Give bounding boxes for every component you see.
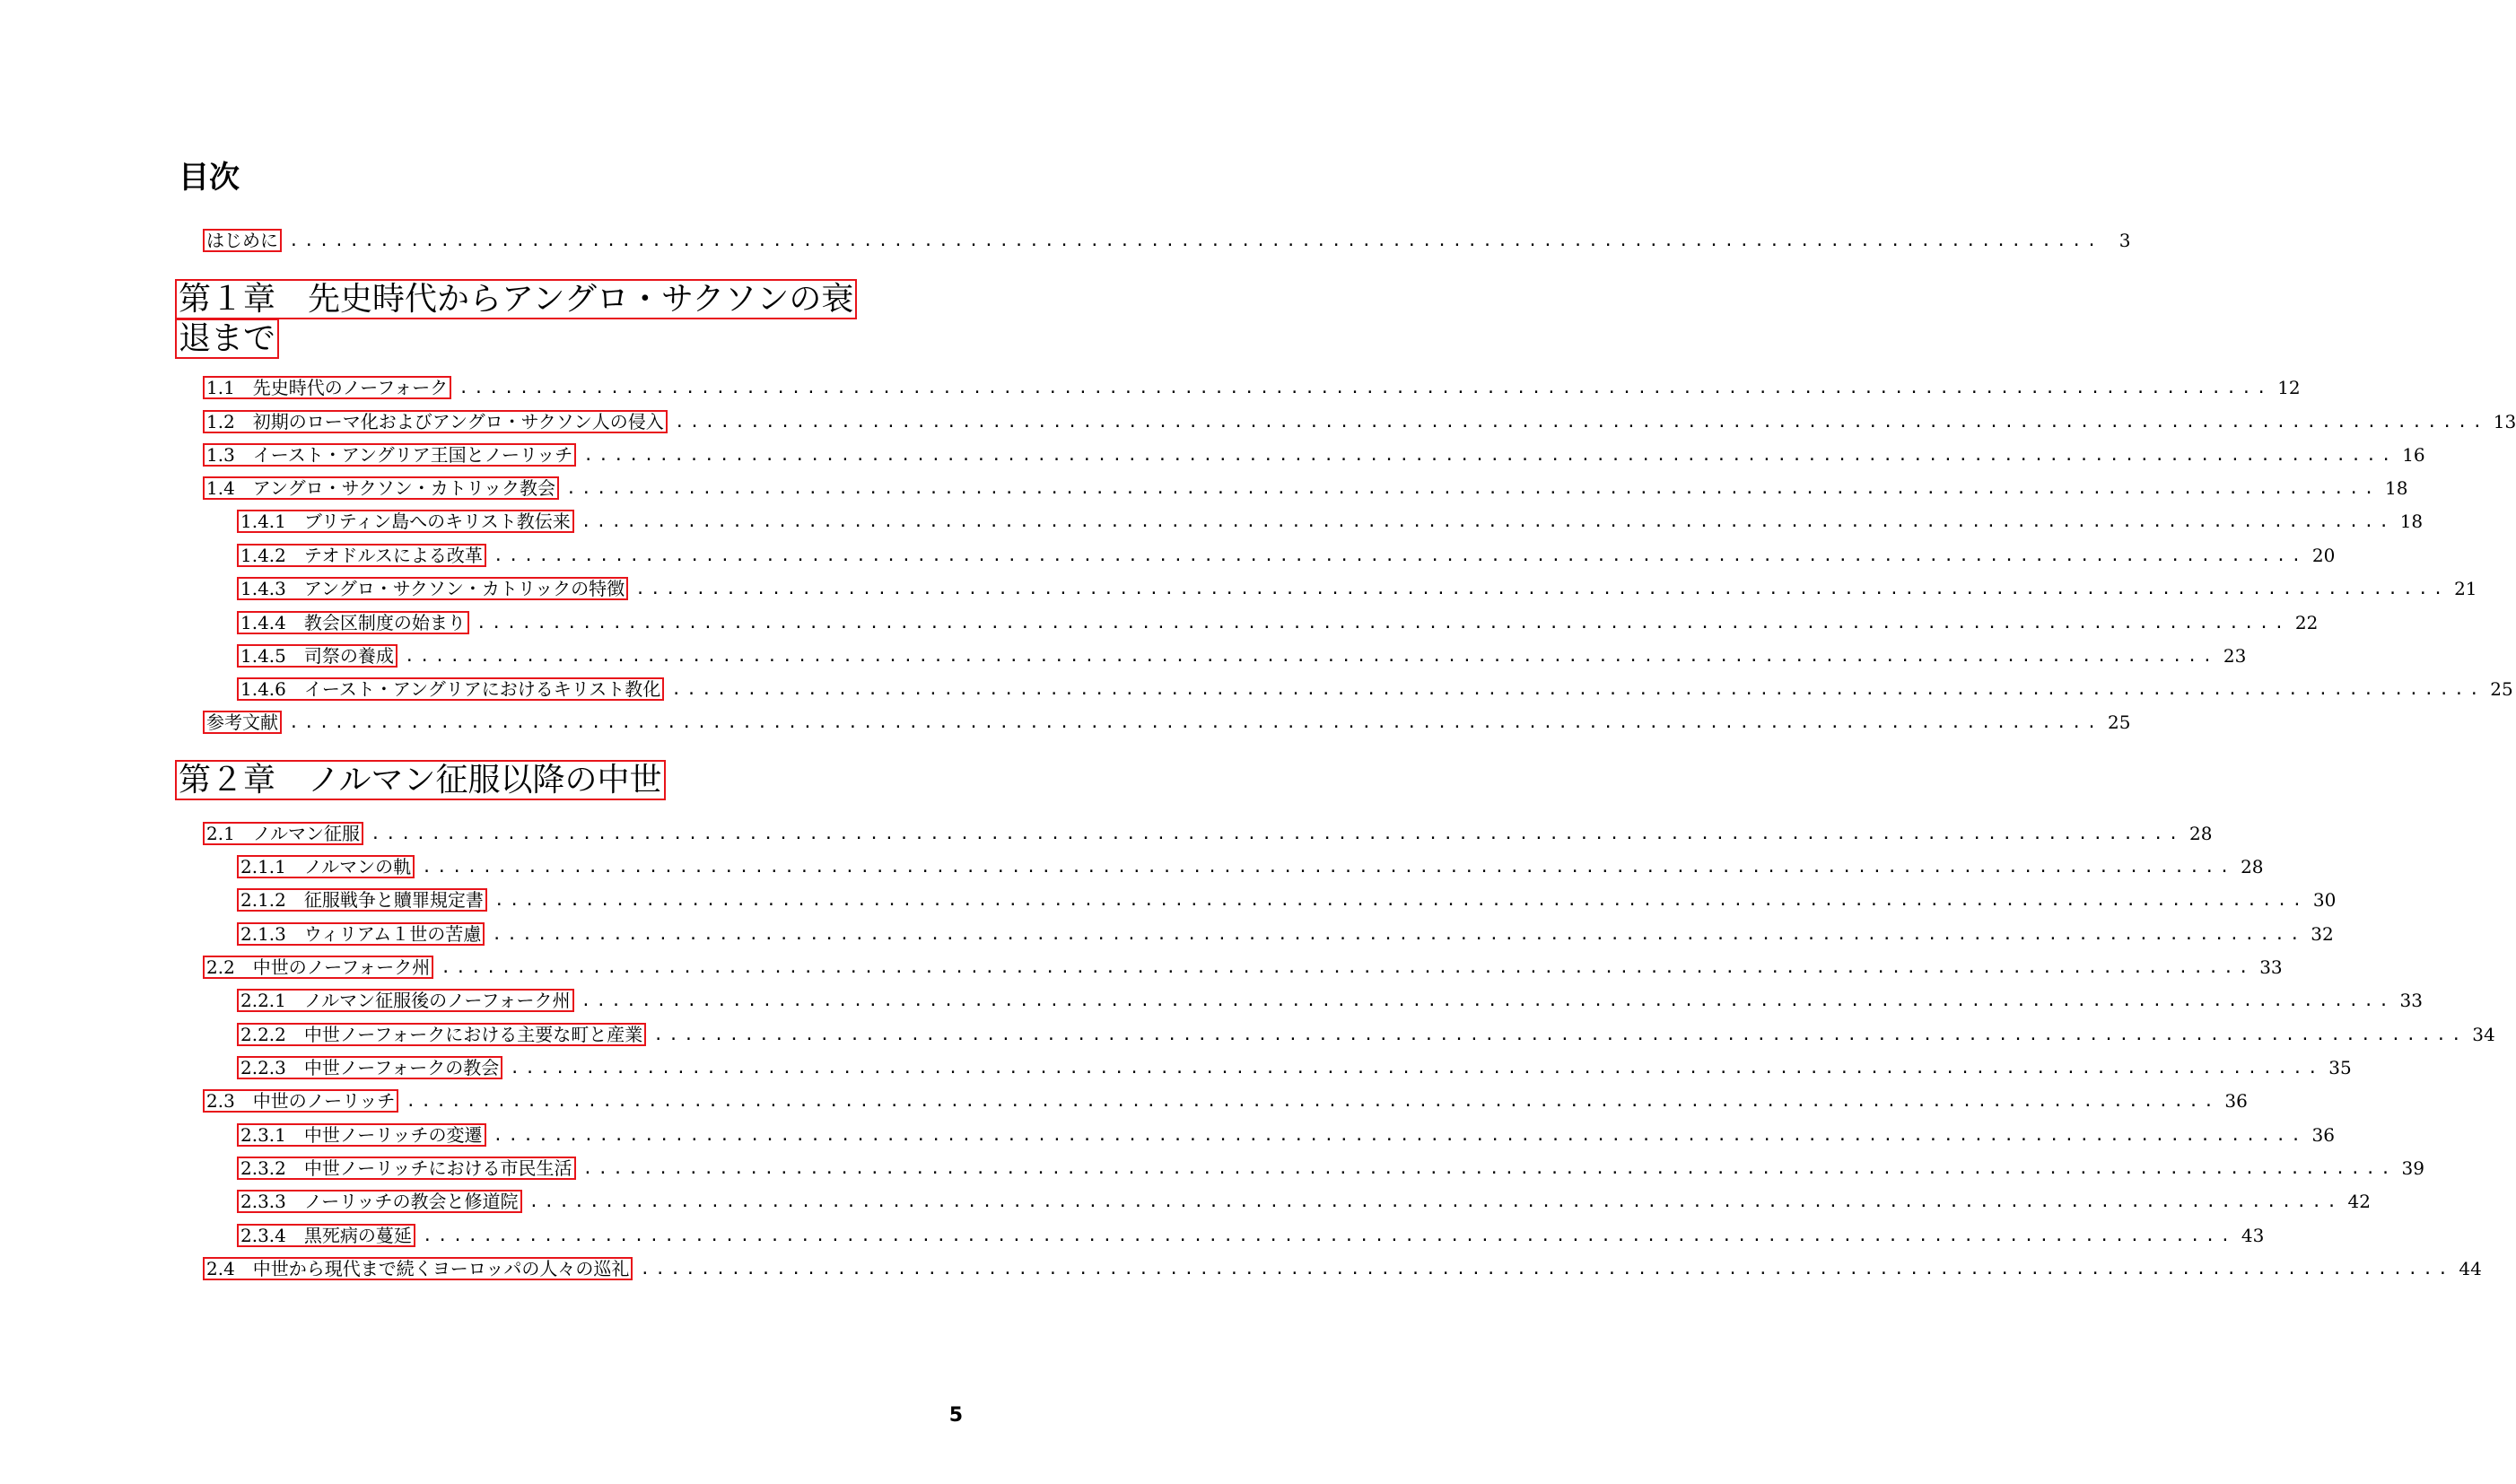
- toc-subentry[interactable]: [237, 854, 2264, 879]
- dot-leader: ........................................................................................................................: [635, 579, 2449, 598]
- toc-entry-label[interactable]: 2.1.1 ノルマンの軌: [237, 855, 415, 878]
- toc-page-number: 33: [2399, 990, 2423, 1011]
- dot-leader: ........................................................................................................................: [493, 1125, 2306, 1145]
- dot-leader: ........................................................................................................................: [674, 412, 2488, 432]
- dot-leader: ........................................................................................................................: [371, 824, 2184, 843]
- toc-title: 目次: [179, 160, 240, 196]
- toc-entry-label[interactable]: 2.3.4 黒死病の蔓延: [237, 1224, 415, 1247]
- chapter-1-heading[interactable]: [175, 280, 893, 359]
- toc-entry-label[interactable]: 1.4.2 テオドルスによる改革: [237, 544, 486, 567]
- toc-subentry[interactable]: [237, 1022, 2495, 1047]
- toc-subentry[interactable]: [237, 610, 2319, 635]
- dot-leader: ........................................................................................................................: [582, 1158, 2396, 1178]
- toc-entry[interactable]: [203, 1256, 2482, 1281]
- toc-entry-label[interactable]: 1.2 初期のローマ化およびアングロ・サクソン人の侵入: [203, 410, 668, 433]
- toc-page-number: 12: [2277, 377, 2301, 398]
- toc-subentry[interactable]: [237, 1055, 2352, 1080]
- toc-entry[interactable]: [203, 476, 2408, 501]
- dot-leader: ........................................................................................................................: [422, 1226, 2236, 1245]
- dot-leader: ........................................................................................................................: [529, 1192, 2342, 1211]
- toc-subentry[interactable]: [237, 677, 2513, 702]
- chapter-2-heading[interactable]: [175, 761, 893, 800]
- toc-page-number: 16: [2402, 444, 2425, 466]
- toc-entry-label[interactable]: 2.1.3 ウィリアム１世の苦慮: [237, 922, 485, 946]
- dot-leader: ........................................................................................................................: [404, 646, 2218, 666]
- toc-page-number: 3: [2119, 230, 2131, 251]
- dot-leader: ........................................................................................................................: [510, 1058, 2323, 1078]
- toc-entry-label[interactable]: 2.3.3 ノーリッチの教会と修道院: [237, 1190, 522, 1213]
- toc-entry-label[interactable]: 2.4 中世から現代まで続くヨーロッパの人々の巡礼: [203, 1257, 633, 1280]
- dot-leader: ........................................................................................................................: [406, 1091, 2219, 1111]
- toc-entry-label[interactable]: 1.4.4 教会区制度の始まり: [237, 611, 469, 634]
- dot-leader: ........................................................................................................................: [653, 1025, 2467, 1044]
- toc-page-number: 28: [2241, 856, 2264, 877]
- toc-page-number: 22: [2294, 612, 2319, 633]
- dot-leader: ........................................................................................................................: [492, 924, 2305, 944]
- toc-entry-label[interactable]: 1.1 先史時代のノーフォーク: [203, 376, 451, 399]
- toc-entry-label[interactable]: 1.4.6 イースト・アングリアにおけるキリスト教化: [237, 677, 664, 701]
- dot-leader: ........................................................................................................................: [441, 957, 2254, 977]
- toc-entry-label[interactable]: 2.3.2 中世ノーリッチにおける市民生活: [237, 1157, 576, 1180]
- dot-leader: ........................................................................................................................: [640, 1259, 2453, 1279]
- toc-subentry[interactable]: [237, 1156, 2424, 1181]
- dot-leader: ........................................................................................................................: [476, 613, 2290, 633]
- page-number: 5: [948, 1404, 963, 1427]
- toc-entry-label[interactable]: 2.2.1 ノルマン征服後のノーフォーク州: [237, 989, 574, 1012]
- toc-entry[interactable]: [203, 821, 2213, 846]
- toc-page-number: 20: [2311, 545, 2336, 566]
- toc-entry-label[interactable]: 2.2 中世のノーフォーク州: [203, 956, 433, 979]
- toc-entry[interactable]: [203, 375, 2301, 400]
- toc-page-number: 43: [2241, 1225, 2265, 1246]
- toc-subentry[interactable]: [237, 921, 2334, 947]
- toc-entry-label[interactable]: 2.3.1 中世ノーリッチの変遷: [237, 1123, 486, 1147]
- toc-subentry[interactable]: [237, 643, 2247, 668]
- dot-leader: ........................................................................................................................: [671, 679, 2485, 699]
- toc-page-number: 36: [2224, 1090, 2248, 1112]
- dot-leader: ........................................................................................................................: [494, 890, 2308, 910]
- toc-subentry[interactable]: [237, 576, 2477, 601]
- toc-page-number: 25: [2490, 678, 2513, 700]
- toc-entry[interactable]: [203, 710, 2131, 735]
- toc-entry-label[interactable]: はじめに: [203, 229, 282, 252]
- toc-page-number: 18: [2399, 511, 2424, 532]
- toc-page-number: 33: [2259, 956, 2283, 978]
- chapter-2-title[interactable]: 第２章 ノルマン征服以降の中世: [175, 760, 666, 800]
- toc-entry-label[interactable]: 2.2.3 中世ノーフォークの教会: [237, 1056, 502, 1079]
- toc-page-number: 30: [2312, 889, 2337, 911]
- toc-entry-label[interactable]: 参考文献: [203, 711, 282, 734]
- dot-leader: ........................................................................................................................: [459, 378, 2272, 397]
- toc-entry-label[interactable]: 1.3 イースト・アングリア王国とノーリッチ: [203, 443, 576, 467]
- dot-leader: ........................................................................................................................: [493, 546, 2307, 565]
- toc-page-number: 35: [2328, 1057, 2352, 1078]
- dot-leader: ........................................................................................................................: [289, 712, 2102, 732]
- toc-page-number: 32: [2311, 923, 2334, 945]
- toc-page-number: 23: [2223, 645, 2247, 667]
- toc-page-number: 44: [2459, 1258, 2482, 1279]
- toc-entry-label[interactable]: 2.1.2 征服戦争と贖罪規定書: [237, 888, 487, 912]
- dot-leader: ........................................................................................................................: [583, 445, 2397, 465]
- toc-entry-label[interactable]: 1.4.5 司祭の養成: [237, 644, 397, 668]
- toc-entry-label[interactable]: 1.4 アングロ・サクソン・カトリック教会: [203, 476, 559, 500]
- toc-page-number: 36: [2311, 1124, 2335, 1146]
- dot-leader: ........................................................................................................................: [422, 857, 2235, 877]
- dot-leader: ........................................................................................................................: [289, 231, 2102, 250]
- toc-entry[interactable]: [203, 1088, 2248, 1113]
- toc-entry[interactable]: [203, 409, 2516, 434]
- dot-leader: ........................................................................................................................: [581, 511, 2395, 531]
- toc-subentry[interactable]: [237, 887, 2337, 912]
- dot-leader: ........................................................................................................................: [566, 478, 2380, 498]
- toc-subentry[interactable]: [237, 1189, 2371, 1214]
- toc-subentry[interactable]: [237, 1223, 2265, 1248]
- toc-entry[interactable]: [203, 955, 2283, 980]
- toc-page-number: 39: [2401, 1157, 2424, 1179]
- toc-page-number: 21: [2454, 578, 2477, 599]
- toc-page-number: 13: [2493, 411, 2516, 432]
- toc-subentry[interactable]: [237, 1122, 2335, 1148]
- toc-entry-label[interactable]: 2.3 中世のノーリッチ: [203, 1089, 398, 1113]
- toc-entry-label[interactable]: 1.4.3 アングロ・サクソン・カトリックの特徴: [237, 577, 628, 600]
- toc-page-number: 34: [2472, 1024, 2495, 1045]
- toc-subentry[interactable]: [237, 543, 2336, 568]
- chapter-1-title-line1[interactable]: 第１章 先史時代からアングロ・サクソンの衰: [175, 279, 857, 319]
- toc-subentry[interactable]: [237, 988, 2423, 1013]
- toc-page-number: 25: [2107, 711, 2131, 733]
- toc-page-number: 18: [2385, 477, 2408, 499]
- dot-leader: ........................................................................................................................: [581, 991, 2394, 1010]
- toc-entry-label[interactable]: 1.4.1 ブリティン島へのキリスト教伝来: [237, 510, 574, 533]
- toc-page-number: 28: [2189, 823, 2213, 844]
- toc-entry-intro[interactable]: [203, 228, 2131, 253]
- toc-entry-label[interactable]: 2.1 ノルマン征服: [203, 822, 363, 845]
- toc-entry[interactable]: [203, 442, 2425, 467]
- toc-entry-label[interactable]: 2.2.2 中世ノーフォークにおける主要な町と産業: [237, 1023, 646, 1046]
- toc-subentry[interactable]: [237, 509, 2424, 534]
- toc-page-number: 42: [2347, 1191, 2371, 1212]
- chapter-1-title-line2[interactable]: 退まで: [175, 319, 279, 359]
